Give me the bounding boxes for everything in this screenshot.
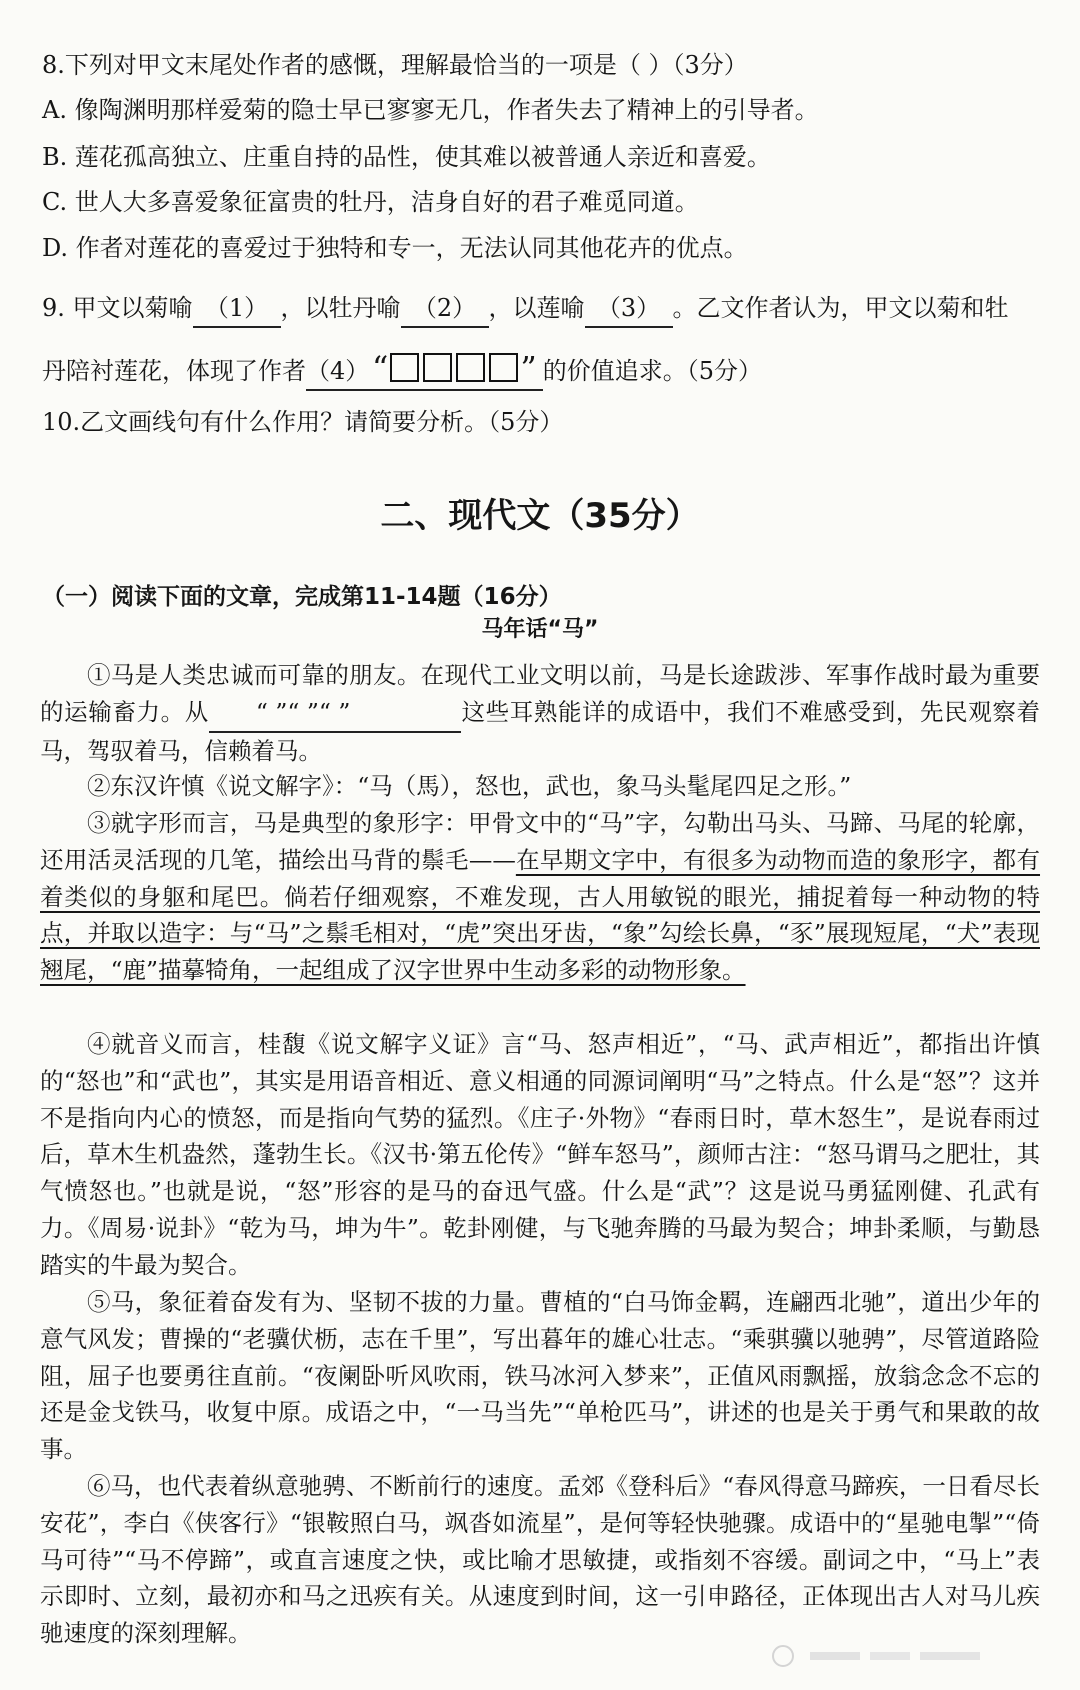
question-8-option-d: D. 作者对莲花的喜爱过于独特和专一，无法认同其他花卉的优点。 xyxy=(42,234,748,262)
answer-blank-1[interactable]: （1） xyxy=(193,290,281,328)
paragraph-1-text-a: ①马是人类忠诚而可靠的朋友。在现代工业文明以前，马是长途跋涉、军事作战时最为重要的运输畜力。从 xyxy=(40,661,1040,726)
article-paragraph-1 xyxy=(40,657,1040,769)
answer-box-1[interactable] xyxy=(390,353,419,382)
answer-box-2[interactable] xyxy=(423,353,452,382)
answer-blank-4[interactable]: （4） xyxy=(306,353,366,391)
question-9-text-3: ，以莲喻 xyxy=(488,294,585,322)
article-paragraph-4: ④就音义而言，桂馥《说文解字义证》言“马、怒声相近”，“马、武声相近”，都指出许慎的“怒也”和“武也”，其实是用语音相近、意义相通的同源词阐明“马”之特点。什么是“怒”？这并不是指向内心的愤怒，而是指向气势的猛烈。《庄子·外物》“春雨日时，草木怒生”，是说春雨过后，草木生机盎然，蓬勃生长。《汉书·第五伦传》“鲜车怒马”，颜师古注：“怒马谓马之肥壮，其气愤怒也。”也就是说，“怒”形容的是马的奋迅气盛。什么是“武”？这是说马勇猛刚健、孔武有力。《周易·说卦》“乾为马，坤为牛”。乾卦刚健，与飞驰奔腾的马最为契合；坤卦柔顺，与勤恳踏实的牛最为契合。 xyxy=(40,1030,1040,1279)
question-9-line-2 xyxy=(42,350,1047,391)
question-8-option-b: B. 莲花孤高独立、庄重自持的品性，使其难以被普通人亲近和喜爱。 xyxy=(42,143,771,171)
question-9-text-4: 。乙文作者认为，甲文以菊和牡 xyxy=(672,294,1009,322)
answer-box-3[interactable] xyxy=(456,353,485,382)
section-title: 二、现代文（35分） xyxy=(380,496,700,536)
article-paragraph-2: ②东汉许慎《说文解字》：“马（馬），怒也，武也，象马头髦尾四足之形。” xyxy=(87,772,852,800)
question-9-text-5: 丹陪衬莲花，体现了作者 xyxy=(42,357,306,385)
question-9-line-1 xyxy=(42,290,1047,328)
article-paragraph-3 xyxy=(40,805,1040,989)
answer-box-4[interactable] xyxy=(489,353,518,382)
question-9-text-2: ，以牡丹喻 xyxy=(280,294,401,322)
answer-blank-2[interactable]: （2） xyxy=(401,290,489,328)
paragraph-3-text: ③就字形而言，马是典型的象形字：甲骨文中的“马”字，勾勒出马头、马蹄、马尾的轮廓，还用活灵活现的几笔，描绘出马背的鬃毛—— xyxy=(40,809,1040,874)
underlined-sentence: 在早期文字中，有很多为动物而造的象形字，都有着类似的身躯和尾巴。倘若仔细观察，不难发现，古人用敏锐的眼光，捕捉着每一种动物的特点，并取以造字：与“马”之鬃毛相对，“虎”突出牙齿，“象”勾绘长鼻，“豕”展现短尾，“犬”表现翘尾，“鹿”描摹犄角，一起组成了汉字世界中生动多彩的动物形象。 xyxy=(40,845,1041,985)
question-8-option-a: A. 像陶渊明那样爱菊的隐士早已寥寥无几，作者失去了精神上的引导者。 xyxy=(42,96,819,124)
quote-open: “ xyxy=(372,349,389,387)
question-8-stem: 8.下列对甲文末尾处作者的感慨，理解最恰当的一项是（ ）（3分） xyxy=(42,51,748,79)
question-8-option-c: C. 世人大多喜爱象征富贵的牡丹，洁身自好的君子难觅同道。 xyxy=(42,188,699,216)
article-paragraph-5: ⑤马，象征着奋发有为、坚韧不拔的力量。曹植的“白马饰金羁，连翩西北驰”，道出少年的意气风发；曹操的“老骥伏枥，志在千里”，写出暮年的雄心壮志。“乘骐骥以驰骋”，尽管道路险阻，屈子也要勇往直前。“夜阑卧听风吹雨，铁马冰河入梦来”，正值风雨飘摇，放翁念念不忘的还是金戈铁马，收复中原。成语之中，“一马当先”“单枪匹马”，讲述的也是关于勇气和果敢的故事。 xyxy=(40,1288,1040,1464)
question-10: 10.乙文画线句有什么作用？请简要分析。（5分） xyxy=(42,408,564,436)
article-title: 马年话“马” xyxy=(481,617,599,642)
paragraph-1-text-b: 这些耳熟能详的成语中，我们不难感受到，先民观察着马，驾驭着马，信赖着马。 xyxy=(40,697,1041,765)
article-paragraph-6: ⑥马，也代表着纵意驰骋、不断前行的速度。孟郊《登科后》“春风得意马蹄疾，一日看尽长安花”，李白《侠客行》“银鞍照白马，飒沓如流星”，是何等轻快驰骤。成语中的“星驰电掣”“倚马可待”“马不停蹄”，或直言速度之快，或比喻才思敏捷，或指刻不容缓。副词之中，“马上”表示即时、立刻，最初亦和马之迅疾有关。从速度到时间，这一引申路径，正体现出古人对马儿疾驰速度的深刻理解。 xyxy=(40,1472,1040,1648)
question-9-text-1: 9. 甲文以菊喻 xyxy=(42,294,193,322)
question-9-text-6: 的价值追求。（5分） xyxy=(542,357,762,385)
idiom-answer-blank[interactable]: “ ”“ ”“ ” xyxy=(209,694,461,733)
answer-blank-3[interactable]: （3） xyxy=(585,290,673,328)
watermark-icon xyxy=(770,1643,1010,1669)
subsection-heading: （一）阅读下面的文章，完成第11-14题（16分） xyxy=(42,584,562,610)
quote-close: ” xyxy=(520,349,537,387)
four-character-answer-boxes[interactable] xyxy=(366,350,543,391)
